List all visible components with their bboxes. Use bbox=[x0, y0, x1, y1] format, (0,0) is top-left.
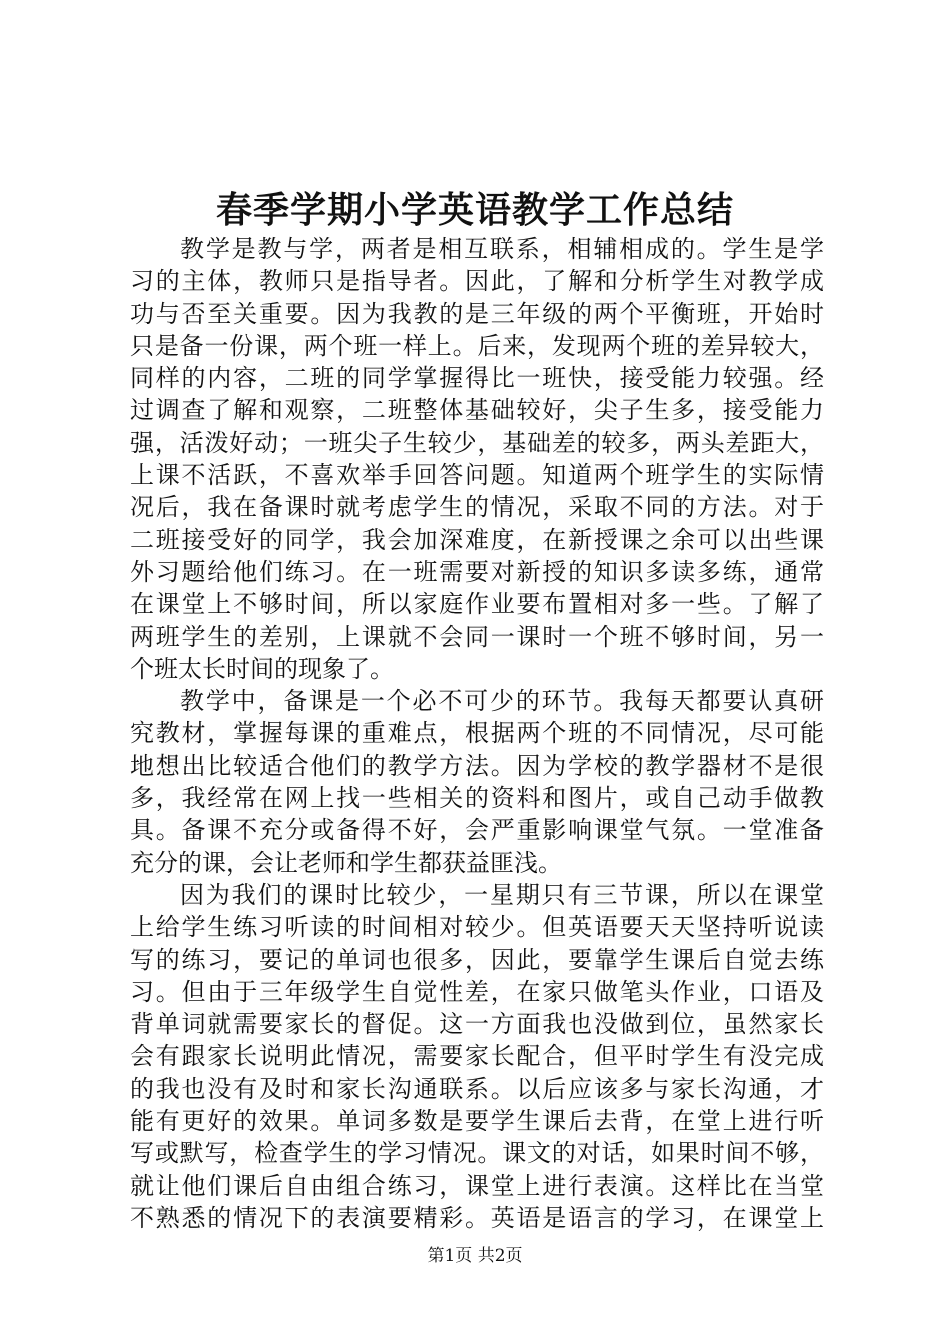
paragraph-line: 能有更好的效果。单词多数是要学生课后去背，在堂上进行听 bbox=[130, 1107, 824, 1136]
paragraph-line: 在课堂上不够时间，所以家庭作业要布置相对多一些。了解了 bbox=[130, 590, 824, 619]
paragraph-line: 况后，我在备课时就考虑学生的情况，采取不同的方法。对于 bbox=[130, 493, 824, 522]
paragraph-line: 教学中，备课是一个必不可少的环节。我每天都要认真研 bbox=[180, 687, 824, 716]
paragraph-line: 教学是教与学，两者是相互联系，相辅相成的。学生是学 bbox=[180, 235, 824, 263]
paragraph-line: 究教材，掌握每课的重难点，根据两个班的不同情况，尽可能 bbox=[130, 719, 824, 748]
paragraph-line: 充分的课，会让老师和学生都获益匪浅。 bbox=[130, 848, 562, 877]
document-body bbox=[130, 233, 824, 1234]
paragraph-line: 会有跟家长说明此情况，需要家长配合，但平时学生有没完成 bbox=[130, 1042, 824, 1071]
paragraph-line: 个班太长时间的现象了。 bbox=[130, 654, 394, 683]
paragraph-line: 强，活泼好动；一班尖子生较少，基础差的较多，两头差距大， bbox=[130, 428, 824, 457]
paragraph-line: 背单词就需要家长的督促。这一方面我也没做到位，虽然家长 bbox=[130, 1010, 824, 1039]
page-number-footer: 第1页 共2页 bbox=[427, 1246, 523, 1266]
paragraph-line: 多，我经常在网上找一些相关的资料和图片，或自己动手做教 bbox=[130, 784, 824, 813]
paragraph-line: 就让他们课后自由组合练习，课堂上进行表演。这样比在当堂 bbox=[130, 1171, 824, 1200]
paragraph-line: 上给学生练习听读的时间相对较少。但英语要天天坚持听说读 bbox=[130, 913, 824, 942]
paragraph-line: 二班接受好的同学，我会加深难度，在新授课之余可以出些课 bbox=[130, 525, 824, 554]
paragraph-line: 习。但由于三年级学生自觉性差，在家只做笔头作业，口语及 bbox=[130, 977, 824, 1006]
paragraph-line: 外习题给他们练习。在一班需要对新授的知识多读多练，通常 bbox=[130, 557, 824, 586]
paragraph-line: 地想出比较适合他们的教学方法。因为学校的教学器材不是很 bbox=[130, 751, 824, 780]
paragraph-line: 的我也没有及时和家长沟通联系。以后应该多与家长沟通，才 bbox=[130, 1074, 824, 1103]
paragraph-line: 过调查了解和观察，二班整体基础较好，尖子生多，接受能力 bbox=[130, 396, 824, 425]
paragraph-line: 同样的内容，二班的同学掌握得比一班快，接受能力较强。经 bbox=[130, 364, 824, 393]
paragraph-line: 两班学生的差别，上课就不会同一课时一个班不够时间，另一 bbox=[130, 622, 824, 651]
paragraph-line: 写或默写，检查学生的学习情况。课文的对话，如果时间不够， bbox=[130, 1139, 824, 1168]
paragraph-line: 上课不活跃，不喜欢举手回答问题。知道两个班学生的实际情 bbox=[130, 461, 824, 490]
paragraph-line: 功与否至关重要。因为我教的是三年级的两个平衡班，开始时 bbox=[130, 299, 824, 328]
paragraph-line: 习的主体，教师只是指导者。因此，了解和分析学生对教学成 bbox=[130, 267, 824, 296]
document-title: 春季学期小学英语教学工作总结 bbox=[215, 189, 734, 231]
paragraph-line: 写的练习，要记的单词也很多，因此，要靠学生课后自觉去练 bbox=[130, 945, 824, 974]
paragraph-line: 具。备课不充分或备得不好，会严重影响课堂气氛。一堂准备 bbox=[130, 816, 824, 845]
paragraph-line: 只是备一份课，两个班一样上。后来，发现两个班的差异较大， bbox=[130, 331, 824, 360]
paragraph-line: 不熟悉的情况下的表演要精彩。英语是语言的学习，在课堂上 bbox=[130, 1203, 824, 1232]
paragraph-line: 因为我们的课时比较少，一星期只有三节课，所以在课堂 bbox=[180, 880, 824, 909]
